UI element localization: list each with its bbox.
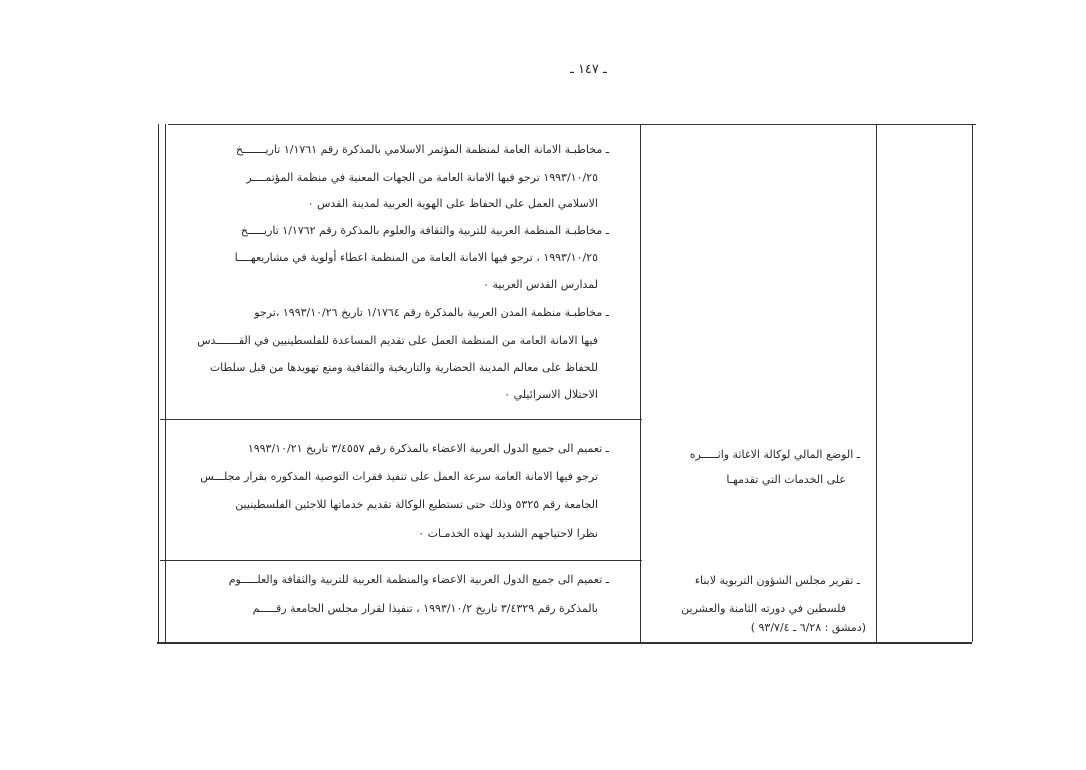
action-line: ـ مخاطبـة الامانة العامة لمنظمة المؤتمر الاسلامي بالمذكرة رقم ١/١٧٦١ تاريـــــــخ [235, 143, 609, 156]
topic-line: ـ تقرير مجلس الشؤون التربوية لابناء [694, 574, 860, 587]
table-left-border [158, 124, 159, 642]
action-line: الاحتلال الاسرائيلي ٠ [504, 388, 598, 401]
topic-line: ـ الوضع المالي لوكالة الاغاثة واثـــــره [689, 448, 860, 461]
action-line: ـ مخاطبـة المنظمة العربية للتربية والثقافة والعلوم بالمذكرة رقم ١/١٧٦٢ تاريـــــخ [240, 224, 609, 237]
page-number: ـ ١٤٧ ـ [570, 62, 607, 77]
action-line: الاسلامي العمل على الحفاظ على الهوية العربية لمدينة القدس ٠ [307, 197, 598, 210]
action-line: ١٩٩٣/١٠/٢٥ ترجو فيها الامانة العامة من الجهات المعنية في منظمة المؤتمــــر [246, 171, 598, 184]
table-bottom-border [157, 642, 972, 644]
table-top-border [168, 124, 976, 125]
action-line: ـ تعميم الى جميع الدول العربية الاعضاء والمنظمة العربية للتربية والثقافة والعلـــــوم [228, 573, 609, 586]
topic-line: فلسطين في دورته الثامنة والعشرين [681, 602, 846, 615]
action-line: ـ مخاطبـة منظمة المدن العربية بالمذكرة رقم ١/١٧٦٤ تاريخ ١٩٩٣/١٠/٢٦ ،ترجو [254, 306, 609, 319]
row-divider-1 [160, 419, 642, 420]
column-divider-actions [640, 124, 641, 642]
action-line: بالمذكرة رقم ٣/٤٣٢٩ تاريخ ١٩٩٣/١٠/٢ ، تنفيذا لقرار مجلس الجامعة رقـــــم [252, 602, 598, 615]
action-line: الجامعة رقم ٥٣٢٥ وذلك حتى تستطيع الوكالة تقديم خدماتها للاجئين الفلسطينيين [235, 498, 598, 511]
actions-inner-left [165, 124, 166, 642]
table-right-border [972, 124, 973, 642]
action-line: للحفاظ على معالم المدينة الحضارية والتاريخية والثقافية ومنع تهويدها من قبل سلطات [209, 361, 598, 374]
action-line: نظرا لاحتياجهم الشديد لهذه الخدمـات ٠ [418, 527, 598, 540]
column-divider-notes [876, 124, 877, 642]
action-line: لمدارس القدس العربية ٠ [483, 278, 598, 291]
row-divider-2 [160, 560, 642, 561]
topic-line: (دمشق : ٦/٢٨ ـ ٩٣/٧/٤ ) [750, 621, 866, 634]
action-line: فيها الامانة العامة من المنظمة العمل على تقديم المساعدة للفلسطينيين في القـــــــدس [197, 334, 598, 347]
action-line: ـ تعميم الى جميع الدول العربية الاعضاء بالمذكرة رقم ٣/٤٥٥٧ تاريخ ١٩٩٣/١٠/٢١ [247, 442, 609, 455]
action-line: ترجو فيها الامانة العامة سرعة العمل على تنفيذ فقرات التوصية المذكوره بقرار مجلـــس [200, 470, 598, 483]
topic-line: على الخدمات التي تقدمهـا [726, 473, 846, 486]
action-line: ١٩٩٣/١٠/٢٥ ، ترجو فيها الامانة العامة من المنظمة اعطاء أولوية في مشاريعهــــا [234, 251, 598, 264]
